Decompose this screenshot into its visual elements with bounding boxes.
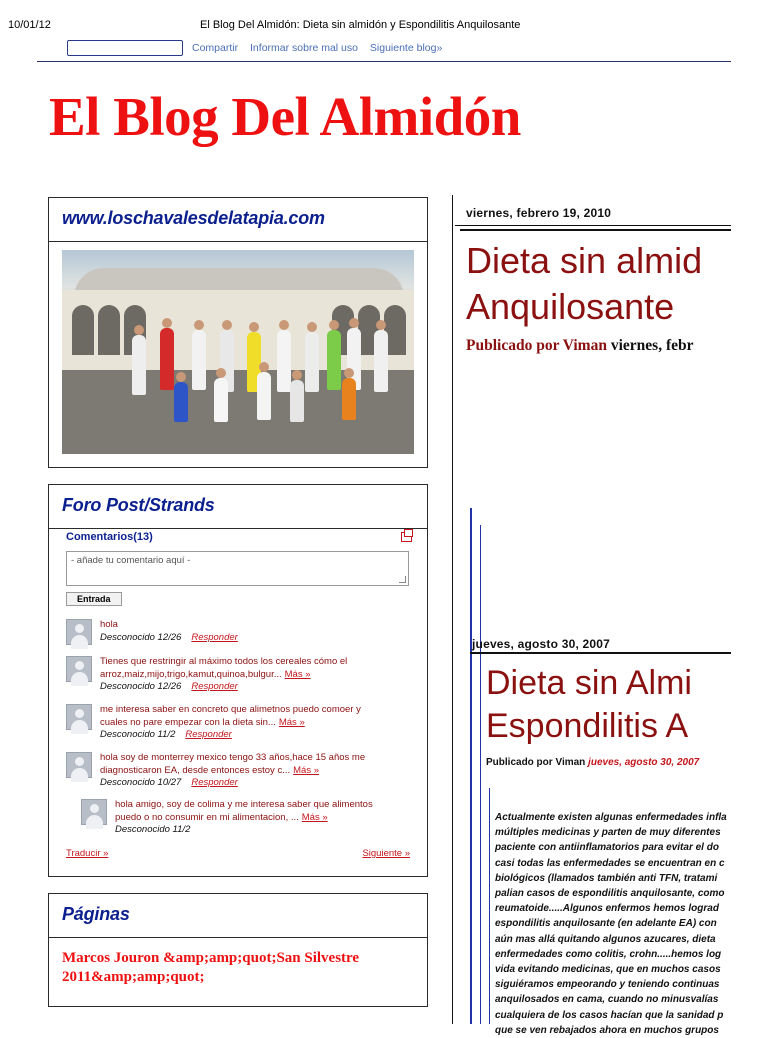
pages-widget xyxy=(48,893,428,1007)
comments-panel xyxy=(66,531,412,607)
divider xyxy=(455,225,731,226)
widget-header xyxy=(49,894,427,938)
comment-text: Tienes que restringir al máximo todos los cereales cómo el arroz,maiz,mijo,trigo,kamut,quinoa,bulgur... xyxy=(100,656,348,680)
print-date: 10/01/12 xyxy=(8,19,51,31)
comment-text: me interesa saber en concreto que alimetnos puedo comoer y cuales no pare empezar con la dieta sin... xyxy=(100,704,361,728)
translate-link[interactable]: Traducir » xyxy=(66,848,109,859)
avatar[interactable] xyxy=(66,752,92,778)
comments-widget xyxy=(48,484,428,877)
divider xyxy=(452,195,453,1024)
comments-widget-title: Foro Post/Strands xyxy=(62,495,215,515)
divider xyxy=(460,229,731,231)
comment-author-date: Desconocido 12/26 xyxy=(100,631,182,643)
comment-text: hola soy de monterrey mexico tengo 33 años,hace 15 años me diagnosticaron EA, desde entonces estoy c... xyxy=(100,752,366,776)
pages-widget-title: Páginas xyxy=(62,904,130,924)
comment-author-date: Desconocido 11/2 xyxy=(115,824,191,835)
divider xyxy=(480,525,481,1024)
widget-header xyxy=(49,485,427,529)
avatar[interactable] xyxy=(66,656,92,682)
submit-comment-button[interactable]: Entrada xyxy=(66,592,122,606)
report-abuse-link[interactable]: Informar sobre mal uso xyxy=(250,42,358,54)
reply-link[interactable]: Responder xyxy=(191,681,238,692)
blog-title[interactable]: El Blog Del Almidón xyxy=(49,86,521,147)
post-meta xyxy=(466,337,730,355)
post-meta-date[interactable]: viernes, febr xyxy=(606,337,694,354)
comment-text: hola amigo, soy de colima y me interesa saber que alimentos puedo o no consumir en mi alimentacion, ... xyxy=(115,799,373,823)
next-blog-link[interactable]: Siguiente blog» xyxy=(369,42,443,54)
post-title[interactable]: Dieta sin almid Anquilosante xyxy=(466,240,703,327)
reply-link[interactable]: Responder xyxy=(185,729,232,740)
print-page-title: El Blog Del Almidón: Dieta sin almidón y Espondilitis Anquilosante xyxy=(200,19,521,31)
post-title[interactable]: Dieta sin Almi Espondilitis A xyxy=(486,664,692,745)
divider xyxy=(470,652,731,654)
more-link[interactable]: Más » xyxy=(284,668,311,680)
group-photo[interactable] xyxy=(62,250,414,454)
post-date-header: viernes, febrero 19, 2010 xyxy=(466,206,612,220)
comment-input[interactable]: - añade tu comentario aquí - xyxy=(66,551,409,586)
comment-item xyxy=(66,752,370,790)
avatar[interactable] xyxy=(81,799,107,825)
comment-author-date: Desconocido 12/26 xyxy=(100,681,182,692)
widget-header xyxy=(49,198,427,242)
post-author[interactable]: Publicado por Viman xyxy=(466,337,607,354)
avatar[interactable] xyxy=(66,619,92,645)
reply-link[interactable]: Responder xyxy=(191,777,238,788)
popout-icon[interactable] xyxy=(401,532,412,542)
post-meta-date[interactable]: jueves, agosto 30, 2007 xyxy=(585,757,700,768)
photo-widget-title[interactable]: www.loschavalesdelatapia.com xyxy=(62,208,325,228)
next-comments-link[interactable]: Siguiente » xyxy=(362,848,410,859)
post-meta xyxy=(486,757,730,768)
comment-author-date: Desconocido 11/2 xyxy=(100,729,176,740)
comments-count: Comentarios(13) xyxy=(66,531,153,543)
more-link[interactable]: Más » xyxy=(278,716,305,728)
navbar-links xyxy=(192,42,451,54)
divider xyxy=(489,788,490,1024)
photo-widget xyxy=(48,197,428,468)
share-link[interactable]: Compartir xyxy=(192,42,239,54)
post-author[interactable]: Publicado por Viman xyxy=(486,757,586,768)
divider xyxy=(470,508,472,1024)
blogger-navbar xyxy=(37,38,731,62)
comment-text: hola xyxy=(100,619,118,630)
comment-item xyxy=(66,704,370,742)
reply-link[interactable]: Responder xyxy=(191,631,238,643)
avatar[interactable] xyxy=(66,704,92,730)
comment-author-date: Desconocido 10/27 xyxy=(100,777,182,788)
comment-item xyxy=(66,619,370,645)
comment-item xyxy=(66,656,370,694)
comments-footer xyxy=(66,848,410,859)
navbar-search-input[interactable] xyxy=(67,40,183,56)
post-date-header: jueves, agosto 30, 2007 xyxy=(472,637,611,651)
post-body: Actualmente existen algunas enfermedades infla múltiples medicinas y parten de muy diferentes paciente con antiinflamatorios para evitar el do casi todas las enfermedades se encuentran en c biológicos (llamados también anti TFN, tratami palian casos de espondilitis anquilosante, como reumatoide.....Algunos enfermos hemos lograd espondilitis anquilosante (en adelante EA) con aún mas allá quitando algunos azucares, dieta enfermedades como colitis, crohn.....hemos log vida evitando medicinas, que en muchos casos siguiéramos empeorando y teniendo continuas anquilosados en cama, cuando no minusvalías cualquiera de los casos hacían que la sanidad p que se ven rebajados ahora en muchos grupos xyxy=(495,812,727,1036)
more-link[interactable]: Más » xyxy=(293,764,319,776)
page-link[interactable]: Marcos Jouron &amp;amp;quot;San Silvestre 2011&amp;amp;quot; xyxy=(62,950,360,985)
more-link[interactable]: Más » xyxy=(301,811,328,823)
comment-reply-item xyxy=(81,799,377,837)
